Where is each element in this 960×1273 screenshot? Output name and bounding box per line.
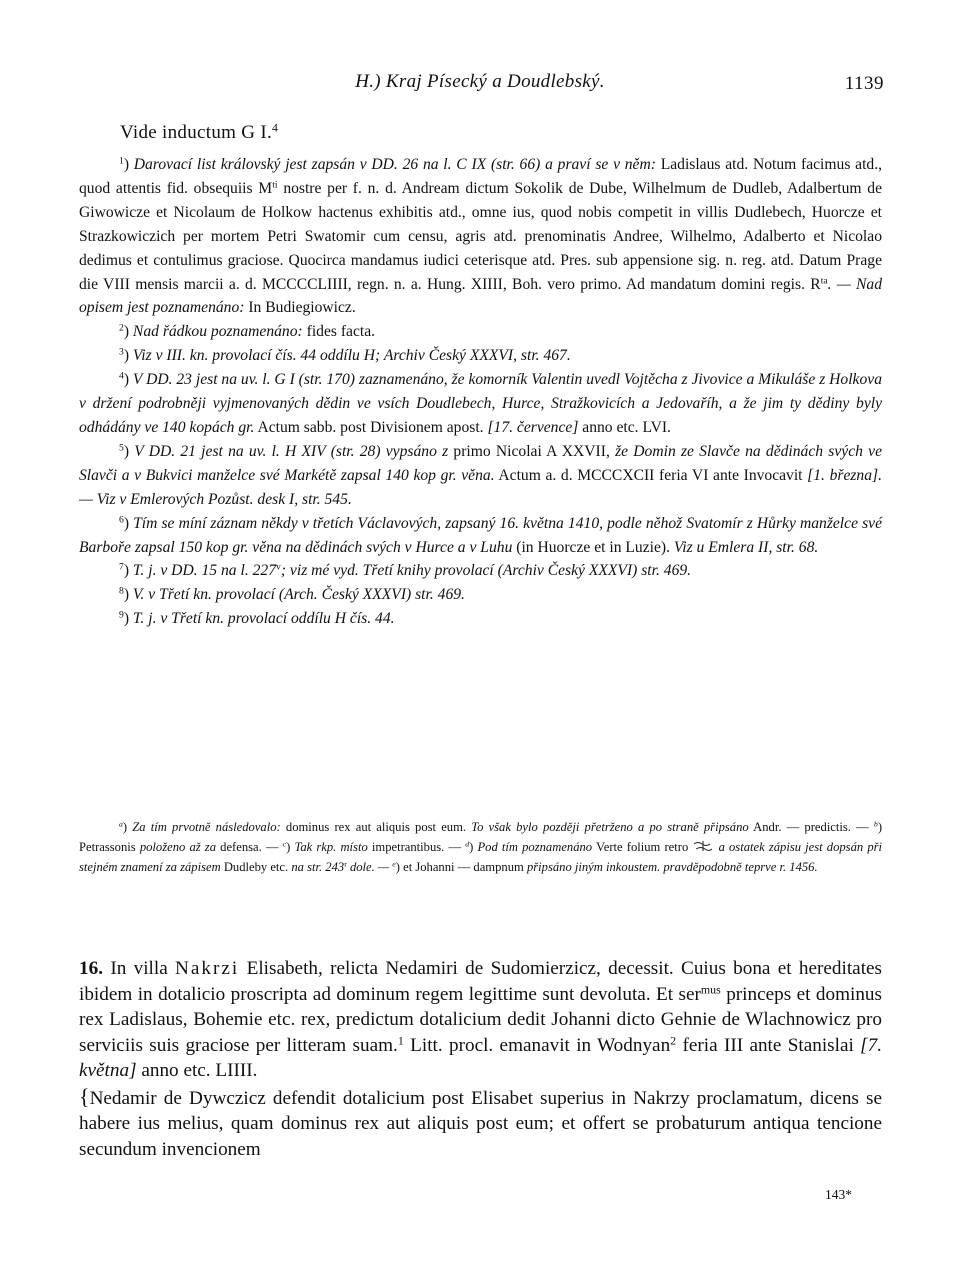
footnote-4: $^4$) V DD. 23 jest na uv. l. G I (str. 170) zaznamenáno, že komorník Valentin uvedl Vojtěcha z Jivovice a Mikuláše z Holkova v držení podrobněji vyjmenovaných dědin ve vsích Doudlebech, Hurce, Stražkovicích a Jedovaříh, a že jim ty dědiny byly odhádány ve 140 kopách gr. Actum sabb. post Divisionem apost. [17. července] anno etc. LVI. [79, 370, 882, 436]
footnote-ref: 4 [272, 121, 279, 135]
footnote-3: $^3$) Viz v III. kn. provolací čís. 44 oddílu H; Archiv Český XXXVI, str. 467. [119, 346, 571, 365]
place-name: Nakrzi [175, 958, 240, 979]
entry-16: 16. In villa Nakrzi Elisabeth, relicta Nedamiri de Sudomierzicz, decessit. Cuius bona et hereditates ibidem in dotalicio proscripta ad dominum regem legittime sunt devoluta. Et ser$^{mus}$ princeps et dominus rex Ladislaus, Bohemie etc. rex, predictum dotalicium dedit Johanni dicto Gehnie de Wlachnowicz pro serviciis suis graciose per litteram suam.$^1$ Litt. procl. emanavit in Wodnyan$^2$ feria III ante Stanislai [7. května] anno etc. LIIII. {Nedamir de Dywczicz defendit dotalicium post Elisabet superius in Nakrzy proclamatum, dicens se habere ius melius, quam dominus rex aut aliquis post eum; et offert se probaturum antiqua tencione secundum invencionem [79, 958, 883, 1160]
footnote-ref: 1 [397, 1032, 404, 1047]
verte-mark-icon [692, 840, 714, 852]
footnote-9: $^9$) T. j. v Třetí kn. provolací oddílu H čís. 44. [119, 609, 395, 628]
footnote-6: $^6$) Tím se míní záznam někdy v třetích Václavových, zapsaný 16. května 1410, podle něhož Svatomír z Hůrky manželce své Barboře zapsal 150 kop gr. věna na dědinách svých v Hurce a v Luhu (in Huorcze et in Luzie). Viz u Emlera II, str. 68. [79, 514, 882, 556]
running-title: H.) Kraj Písecký a Doudlebský. [355, 71, 605, 92]
footnote-8: $^8$) V. v Třetí kn. provolací (Arch. Český XXXVI) str. 469. [119, 586, 465, 604]
signature-mark: 143* [825, 1187, 852, 1202]
footnote-1: $^1$) Darovací list královský jest zapsán v DD. 26 na l. C IX (str. 66) a praví se v něm: Ladislaus atd. Notum facimus atd., quod attentis fid. obsequiis $M^{ti}$ nostre per f. n. d. Andream dictum Sokolik de Dube, Wilhelmum de Dudleb, Adalbertum de Giwowicze et Nicolaum de Holkow hactenus exhibitis atd., omne ius, quod nobis competit in villis Dudlebech, Huorcze et Strazkowiczich per mortem Petri Swatomir cum censu, agris atd. prenominatis Andree, Wilhelmo, Adalberto et Nicolao dedimus et contulimus graciose. Quocirca mandamus iudici ceterisque atd. Pres. sub appensione sig. n. reg. atd. Datum Prage die VIII mensis marcii a. d. MCCCCLIIII, regn. n. a. Hung. XIIII, Boh. vero primo. Ad mandatum domini regis. $R^{ta}$. — Nad opisem jest poznamenáno: In Budiegiowicz. [79, 155, 883, 317]
entry-number: 16. [79, 958, 103, 979]
footnotes-block [79, 153, 882, 631]
footnote-7: $^7$) T. j. v DD. 15 na l. 227$^v$; viz mé vyd. Třetí knihy provolací (Archiv Český XXXVI) str. 469. [119, 562, 692, 580]
page-number: 1139 [844, 73, 884, 94]
footnote-ref: 2 [670, 1032, 677, 1047]
vide-line: Vide inductum G I.$^4$ [120, 121, 279, 143]
footnote-2: $^2$) Nad řádkou poznamenáno: fides facta. [119, 323, 376, 341]
footnote-5: $^5$) V DD. 21 jest na uv. l. H XIV (str. 28) vypsáno z primo Nicolai A XXVII, že Domin ze Slavče na dědinách svých ve Slavči a v Bukvici manželce své Markétě zapsal 140 kop gr. věna. Actum a. d. MCCCXCII feria VI ante Invocavit [1. března]. — Viz v Emlerových Pozůst. desk I, str. 545. [79, 442, 882, 508]
textual-notes: $^a$) Za tím prvotně následovalo: dominus rex aut aliquis post eum. To však bylo později přetrženo a po straně připsáno Andr. — predictis. — $^b$) Petrassonis položeno až za defensa. — $^c$) Tak rkp. místo impetrantibus. — $^d$) Pod tím poznamenáno Verte folium retro a ostatek zápisu jest dopsán při stejném znamení za zápisem Dudleby etc. na str. 243$^r$ dole. — $^e$) et Johanni — dampnum připsáno jiným inkoustem. pravděpodobně teprve r. 1456. [79, 819, 883, 874]
